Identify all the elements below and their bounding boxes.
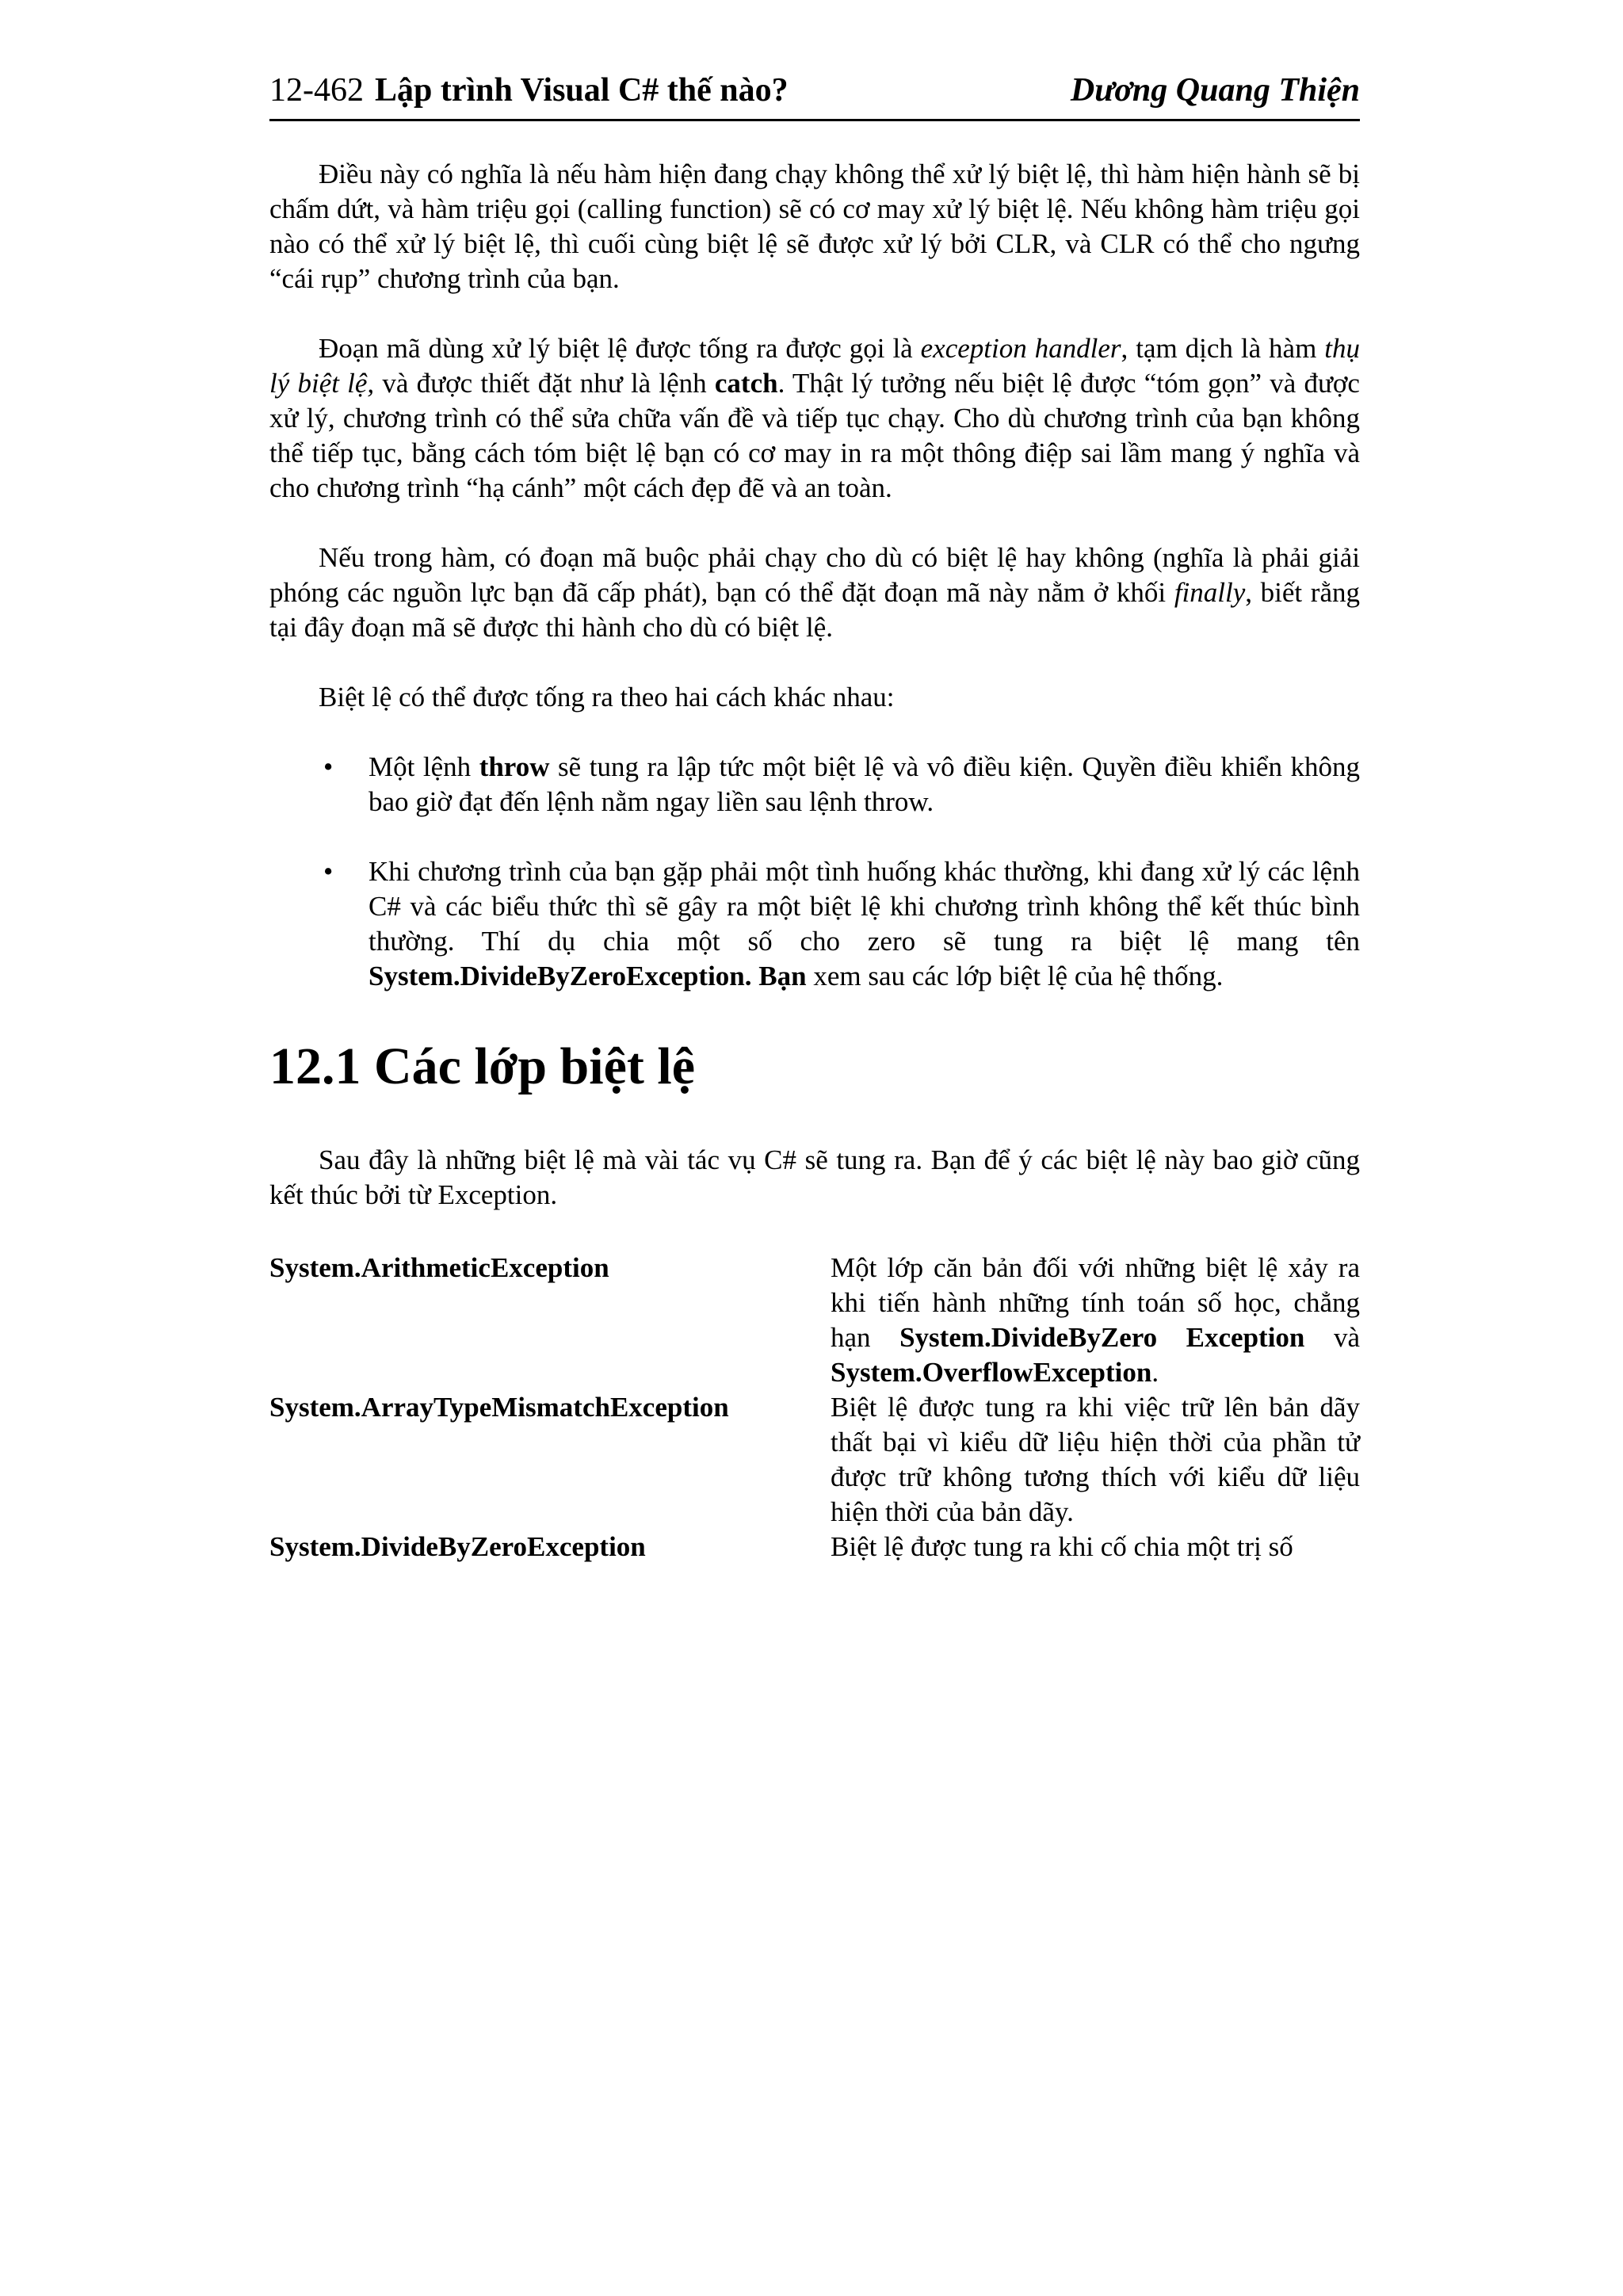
exception-handler-term: exception handler <box>920 333 1121 364</box>
exception-table <box>269 1251 1360 1564</box>
bullet-item-runtime <box>269 854 1360 994</box>
paragraph-2 <box>269 331 1360 506</box>
thu-ly-biet-le-term: thụ lý biệt lệ, <box>269 333 1360 399</box>
bullet-2-text-a: Khi chương trình của bạn gặp phải một tình huống khác thường, khi đang xử lý các lệnh C# và các biểu thức thì sẽ gây ra một biệt lệ khi chương trình không thể kết thúc bình thường. Thí dụ chia một số cho zero sẽ tung ra biệt lệ mang tên <box>369 856 1360 957</box>
header-left <box>269 71 789 109</box>
exception-description: Biệt lệ được tung ra khi cố chia một trị số <box>831 1531 1293 1562</box>
table-row <box>269 1390 1360 1530</box>
bullet-item-throw <box>269 750 1360 819</box>
table-row <box>269 1530 1360 1564</box>
desc-bold-d: System.OverflowException <box>831 1357 1152 1388</box>
desc-bold-b: System.DivideByZero Exception <box>899 1322 1305 1353</box>
author-name: Dương Quang Thiện <box>1070 72 1360 109</box>
section-intro: Sau đây là những biệt lệ mà vài tác vụ C# sẽ tung ra. Bạn để ý các biệt lệ này bao giờ cũng kết thúc bởi từ Exception. <box>269 1144 1360 1210</box>
body-text <box>269 157 1360 1564</box>
desc-text-e: . <box>1151 1357 1159 1388</box>
paragraph-4: Biệt lệ có thể được tống ra theo hai cách khác nhau: <box>319 682 895 712</box>
paragraph-2-text-e: và được thiết đặt như là lệnh <box>374 368 715 399</box>
exception-description <box>831 1251 1360 1390</box>
paragraph-3-text-c: , biết rằng tại đây đoạn mã sẽ được thi hành cho dù có biệt lệ. <box>269 577 1360 643</box>
exception-name: System.ArrayTypeMismatchException <box>269 1392 729 1423</box>
paragraph-3-text-a: Nếu trong hàm, có đoạn mã buộc phải chạy cho dù có biệt lệ hay không (nghĩa là phải giải phóng các nguồn lực bạn đã cấp phát), bạn có thể đặt đoạn mã này nằm ở khối <box>269 542 1360 608</box>
finally-keyword: finally <box>1174 577 1246 608</box>
desc-text-c: và <box>1304 1322 1360 1353</box>
section-heading: 12.1 Các lớp biệt lệ <box>269 1037 695 1095</box>
page-number: 12-462 <box>269 72 364 109</box>
document-page <box>269 71 1360 1564</box>
exception-description: Biệt lệ được tung ra khi việc trữ lên bản dãy thất bại vì kiểu dữ liệu hiện thời của phần tử được trữ không tương thích với kiểu dữ liệu hiện thời của bản dãy. <box>831 1392 1360 1527</box>
exception-name: System.DivideByZeroException <box>269 1531 646 1562</box>
bullet-list <box>269 750 1360 994</box>
bullet-1-text-c: sẽ tung ra lập tức một biệt lệ và vô điều kiện. Quyền điều khiển không bao giờ đạt đến lệnh nằm ngay liền sau lệnh throw. <box>369 751 1360 817</box>
exception-name: System.ArithmeticException <box>269 1252 609 1283</box>
bullet-2-text-c: xem sau các lớp biệt lệ của hệ thống. <box>806 961 1224 991</box>
paragraph-2-text-c: , tạm dịch là hàm <box>1121 333 1325 364</box>
divide-by-zero-keyword: System.DivideByZeroException. Bạn <box>369 961 807 991</box>
catch-keyword: catch <box>714 368 778 399</box>
paragraph-3 <box>269 541 1360 645</box>
paragraph-2-text-g: . Thật lý tưởng nếu biệt lệ được “tóm gọn” và được xử lý, chương trình có thể sửa chữa vấn đề và tiếp tục chạy. Cho dù chương trình của bạn không thể tiếp tục, bằng cách tóm biệt lệ bạn có cơ may in ra một thông điệp sai lầm mang ý nghĩa và cho chương trình “hạ cánh” một cách đẹp đẽ và an toàn. <box>269 368 1360 503</box>
bullet-icon: • <box>323 751 334 782</box>
throw-keyword: throw <box>479 751 550 782</box>
bullet-icon: • <box>323 856 334 887</box>
page-header <box>269 71 1360 121</box>
book-title: Lập trình Visual C# thế nào? <box>375 72 789 109</box>
table-row <box>269 1251 1360 1390</box>
desc-text-a: Một lớp căn bản đối với những biệt lệ xảy ra khi tiến hành những tính toán số học, chẳng hạn <box>831 1252 1360 1353</box>
paragraph-2-text-a: Đoạn mã dùng xử lý biệt lệ được tống ra được gọi là <box>319 333 921 364</box>
paragraph-1: Điều này có nghĩa là nếu hàm hiện đang chạy không thể xử lý biệt lệ, thì hàm hiện hành sẽ bị chấm dứt, và hàm triệu gọi (calling function) sẽ có cơ may xử lý biệt lệ. Nếu không hàm triệu gọi nào có thể xử lý biệt lệ, thì cuối cùng biệt lệ sẽ được xử lý bởi CLR, và CLR có thể cho ngưng “cái rụp” chương trình của bạn. <box>269 159 1360 294</box>
bullet-1-text-a: Một lệnh <box>369 751 479 782</box>
